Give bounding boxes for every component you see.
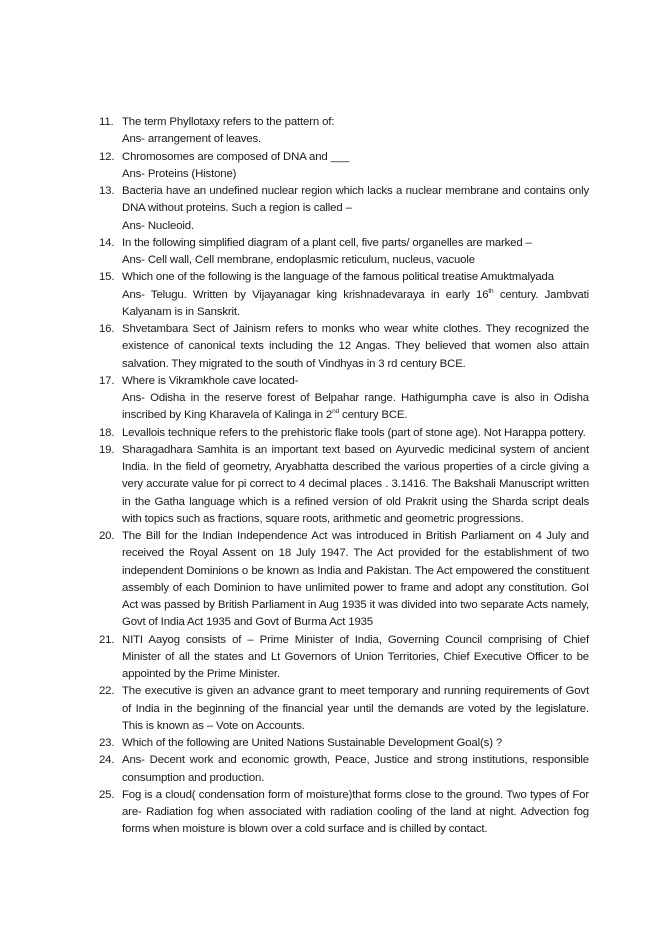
statement-text: Shvetambara Sect of Jainism refers to monks who wear white clothes. They recognized the existence of canonical texts including the 12 Angas. They believed that women also attain salvation. They migrated to the south of Vindhyas in 3 rd century BCE. bbox=[122, 323, 589, 370]
statement-text: Sharagadhara Samhita is an important text based on Ayurvedic medicinal system of ancient India. In the field of geometry, Aryabhatta described the various properties of a circle giving a very accurate value for pi correct to 4 decimal places . 3.1416. The Bakshali Manuscript written in the Gatha language which is a refined version of old Prakrit using the Sharda script deals with topics such as fractions, square roots, arithmetic and geometric progressions. bbox=[122, 443, 589, 525]
list-item-12 bbox=[99, 149, 589, 184]
ordinal-superscript: th bbox=[488, 287, 494, 295]
item-number: 12. bbox=[99, 150, 115, 163]
list-item-11 bbox=[99, 114, 589, 149]
list-item-13 bbox=[99, 183, 589, 235]
list-item-16 bbox=[99, 321, 589, 373]
answer-text bbox=[122, 390, 589, 425]
list-item-24 bbox=[99, 752, 589, 787]
question-text: Which one of the following is the language of the famous political treatise Amuktmalyada bbox=[122, 271, 554, 284]
ordinal-superscript: nd bbox=[332, 408, 340, 416]
question-text: The term Phyllotaxy refers to the pattern of: bbox=[122, 116, 335, 128]
list-item-21 bbox=[99, 632, 589, 684]
answer-text: Ans- Proteins (Histone) bbox=[122, 167, 237, 180]
list-item-19 bbox=[99, 442, 589, 528]
item-number: 14. bbox=[99, 236, 115, 249]
answer-text: Ans- Cell wall, Cell membrane, endoplasmic reticulum, nucleus, vacuole bbox=[122, 254, 475, 266]
item-number: 23. bbox=[99, 737, 115, 749]
item-number: 19. bbox=[99, 443, 115, 456]
answer-text bbox=[122, 287, 589, 322]
item-number: 18. bbox=[99, 426, 115, 439]
question-text: Bacteria have an undefined nuclear region which lacks a nuclear membrane and contains only DNA without proteins. Such a region is called – bbox=[122, 185, 589, 215]
question-text: Chromosomes are composed of DNA and ___ bbox=[122, 150, 350, 163]
answer-text: Ans- Nucleoid. bbox=[122, 219, 194, 232]
list-item-23 bbox=[99, 735, 589, 752]
item-number: 22. bbox=[99, 685, 115, 698]
answer-text: Ans- Decent work and economic growth, Peace, Justice and strong institutions, responsible consumption and production. bbox=[122, 754, 589, 784]
statement-text: The executive is given an advance grant to meet temporary and running requirements of Govt of India in the beginning of the financial year until the demands are voted by the legislature. This is known as – Vote on Accounts. bbox=[122, 685, 589, 732]
question-text: Which of the following are United Nations Sustainable Development Goal(s) ? bbox=[122, 737, 503, 749]
item-number: 21. bbox=[99, 633, 115, 646]
list-item-20 bbox=[99, 528, 589, 632]
answer-text: Ans- arrangement of leaves. bbox=[122, 133, 262, 146]
answer-text-part: Ans- Telugu. Written by Vijayanagar king krishnadevaraya in early 16 bbox=[122, 288, 489, 301]
statement-text: The Bill for the Indian Independence Act was introduced in British Parliament on 4 July and received the Royal Assent on 18 July 1947. The Act provided for the establishment of two independent Dominions o be known as India and Pakistan. The Act empowered the constituent assembly of each Dominion to have unlimited power to frame and adopt any constitution. GoI Act was passed by British Parliament in Aug 1935 it was divided into two separate Acts namely, Govt of India Act 1935 and Govt of Burma Act 1935 bbox=[122, 530, 589, 629]
statement-text: NITI Aayog consists of – Prime Minister of India, Governing Council comprising of Chief Minister of all the states and Lt Governors of Union Territories, Chief Executive Officer to be appointed by the Prime Minister. bbox=[122, 633, 589, 680]
item-number: 16. bbox=[99, 323, 115, 335]
item-number: 24. bbox=[99, 754, 115, 767]
answer-text-part: century BCE. bbox=[339, 409, 408, 422]
item-number: 20. bbox=[99, 530, 115, 542]
answer-text-part: century. Jambvati Kalyanam is in Sanskrit. bbox=[122, 288, 589, 318]
statement-text: Levallois technique refers to the prehistoric flake tools (part of stone age). Not Harappa pottery. bbox=[122, 426, 586, 439]
question-list bbox=[99, 114, 589, 839]
item-number: 25. bbox=[99, 788, 115, 801]
question-text: Where is Vikramkhole cave located- bbox=[122, 374, 299, 387]
item-number: 11. bbox=[99, 116, 114, 128]
list-item-17 bbox=[99, 373, 589, 425]
item-number: 17. bbox=[99, 374, 115, 387]
list-item-18 bbox=[99, 425, 589, 442]
item-number: 15. bbox=[99, 271, 115, 284]
list-item-14 bbox=[99, 235, 589, 270]
item-number: 13. bbox=[99, 185, 115, 197]
statement-text: Fog is a cloud( condensation form of moisture)that forms close to the ground. Two types of For are- Radiation fog when associated with radiation cooling of the land at night. Advection fog forms when moisture is blown over a cold surface and is chilled by contact. bbox=[122, 788, 589, 836]
answer-text-part: Ans- Odisha in the reserve forest of Belpahar range. Hathigumpha cave is also in Odisha inscribed by King Kharavela of Kalinga in 2 bbox=[122, 392, 589, 422]
list-item-22 bbox=[99, 683, 589, 735]
question-text: In the following simplified diagram of a plant cell, five parts/ organelles are marked – bbox=[122, 236, 532, 249]
list-item-15 bbox=[99, 269, 589, 321]
list-item-25 bbox=[99, 787, 589, 839]
